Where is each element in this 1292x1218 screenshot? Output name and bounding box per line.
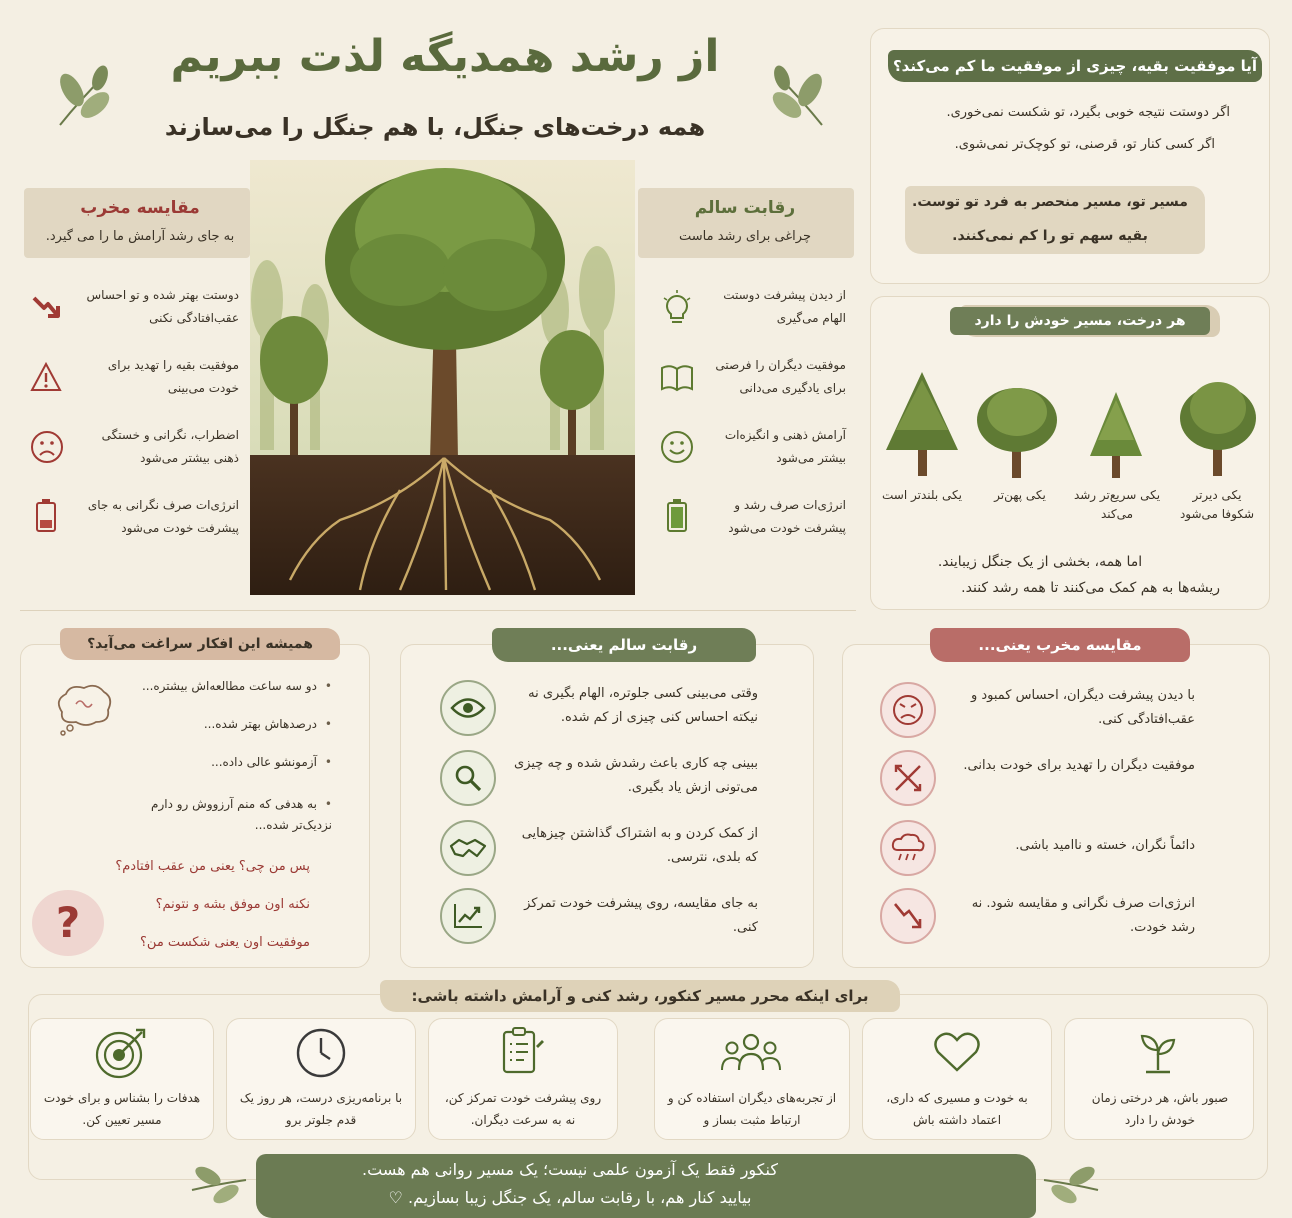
healthy-means-item-1: وقتی می‌بینی کسی جلوتره، الهام بگیری نه نیکته احساس کنی چیزی از کم شده. — [528, 686, 758, 726]
healthy-item-2: موفقیت دیگران را فرصتی برای یادگیری می‌دانی — [715, 358, 846, 396]
handshake-icon — [440, 820, 496, 876]
battery-low-icon — [35, 498, 57, 532]
destructive-means-item-3: دائماً نگران، خسته و ناامید باشی. — [1015, 838, 1195, 853]
trees-footer-2: ریشه‌ها به هم کمک می‌کنند تا همه رشد کنند. — [961, 580, 1220, 596]
people-icon — [720, 1030, 782, 1076]
smile-icon — [660, 430, 694, 464]
footer-leaf-left — [188, 1150, 250, 1212]
tip-text-5: با برنامه‌ریزی درست، هر روز یک قدم جلوتر برو — [239, 1091, 403, 1127]
footer-line-1: کنکور فقط یک آزمون علمی نیست؛ یک مسیر روانی هم هست. — [362, 1160, 778, 1179]
thought-question-3: موفقیت اون یعنی شکست من؟ — [140, 935, 310, 950]
heart-icon — [932, 1030, 982, 1074]
crossed-arrows-icon — [880, 750, 936, 806]
section-divider — [20, 610, 856, 611]
magnifier-icon — [440, 750, 496, 806]
destructive-means-item-4: انرژی‌ات صرف نگرانی و مقایسه شود. نه رشد خودت. — [971, 896, 1195, 936]
eye-icon — [440, 680, 496, 736]
destructive-item-4: انرژی‌ات صرف نگرانی به جای پیشرفت خودت می‌شود — [87, 498, 239, 536]
thoughts-title: همیشه این افکار سراغت می‌آید؟ — [60, 628, 340, 660]
destructive-item-3: اضطراب، نگرانی و خستگی ذهنی بیشتر می‌شود — [101, 428, 239, 466]
thought-bullet-2: • درصدهاش بهتر شده... — [120, 714, 332, 735]
page-subtitle: همه درخت‌های جنگل، با هم جنگل را می‌سازند — [164, 113, 706, 141]
leaf-decoration-left — [50, 60, 120, 130]
tip-text-1: صبور باش، هر درختی زمان خودش را دارد — [1091, 1091, 1229, 1127]
healthy-means-item-4: به جای مقایسه، روی پیشرفت خودت تمرکز کنی. — [524, 896, 758, 936]
question-mark-badge: ? — [32, 890, 104, 956]
tree-icon-1 — [1176, 370, 1260, 480]
tree-icon-3 — [974, 380, 1060, 480]
book-icon — [660, 364, 694, 392]
tree-icon-2 — [1086, 390, 1146, 480]
tree-label-2: یکی سریع‌تر رشد می‌کند — [1073, 488, 1161, 522]
healthy-item-4: انرژی‌ات صرف رشد و پیشرفت خودت می‌شود — [728, 498, 846, 536]
clock-icon — [294, 1026, 348, 1080]
leaf-decoration-right — [762, 60, 832, 130]
destructive-means-item-2: موفقیت دیگران را تهدید برای خودت بدانی. — [963, 758, 1195, 773]
question-emphasis-1: مسیر تو، مسیر منحصر به فرد تو توست. — [912, 194, 1188, 210]
tree-label-4: یکی بلندتر است — [882, 488, 962, 502]
decline-arrow-icon — [880, 888, 936, 944]
thought-question-1: پس من چی؟ یعنی من عقب افتادم؟ — [115, 859, 310, 874]
healthy-title: رقابت سالم — [694, 198, 796, 218]
checklist-icon — [500, 1026, 546, 1078]
healthy-item-1: از دیدن پیشرفت دوستت الهام می‌گیری — [723, 288, 846, 326]
footer-line-2: بیایید کنار هم، با رقابت سالم، یک جنگل زیبا بسازیم. ♡ — [388, 1188, 752, 1207]
healthy-item-3: آرامش ذهنی و انگیزه‌ات بیشتر می‌شود — [724, 428, 846, 466]
tip-text-2: به خودت و مسیری که داری، اعتماد داشته باش — [886, 1091, 1028, 1127]
tip-text-6: هدفات را بشناس و برای خودت مسیر تعیین کن. — [43, 1091, 201, 1127]
target-icon — [92, 1026, 150, 1080]
thought-bullet-1: • دو سه ساعت مطالعه‌اش بیشتره... — [120, 676, 332, 697]
trees-card-title: هر درخت، مسیر خودش را دارد — [950, 307, 1210, 335]
tip-text-3: از تجربه‌های دیگران استفاده کن و ارتباط مثبت بساز و — [667, 1091, 837, 1127]
tree-label-3: یکی پهن‌تر — [994, 488, 1046, 502]
tree-label-1: یکی دیرتر شکوفا می‌شود — [1179, 488, 1255, 522]
question-line-2: اگر کسی کنار تو، قرصنی، تو کوچک‌تر نمی‌شوی. — [954, 137, 1215, 152]
lightbulb-icon — [660, 290, 694, 328]
question-card-title: آیا موفقیت بقیه، چیزی از موفقیت ما کم می‌کند؟ — [888, 50, 1262, 82]
thought-bubble-icon — [52, 682, 114, 736]
footer-leaf-right — [1040, 1150, 1102, 1212]
tip-text-4: روی پیشرفت خودت تمرکز کن، نه به سرعت دیگران. — [444, 1091, 602, 1127]
destructive-means-title: مقایسه مخرب یعنی... — [930, 628, 1190, 662]
question-line-1: اگر دوستت نتیجه خوبی بگیرد، تو شکست نمی‌خوری. — [946, 105, 1230, 120]
down-arrow-icon — [30, 294, 62, 324]
warning-icon — [30, 362, 62, 392]
destructive-title: مقایسه مخرب — [80, 198, 200, 218]
healthy-means-item-2: ببینی چه کاری باعث رشدش شده و چه چیزی می‌تونی ازش یاد بگیری. — [514, 756, 758, 796]
growth-chart-icon — [440, 888, 496, 944]
tips-title: برای اینکه محرر مسیر کنکور، رشد کنی و آرامش داشته باشی: — [380, 980, 900, 1012]
destructive-means-item-1: با دیدن پیشرفت دیگران، احساس کمبود و عقب‌افتادگی کنی. — [970, 688, 1195, 728]
forest-tree-illustration — [250, 160, 635, 595]
thought-bullet-4: • به هدفی که منم آرزووش رو دارم نزدیک‌تر شده... — [120, 794, 332, 836]
angry-face-icon — [880, 682, 936, 738]
question-emphasis-2: بقیه سهم تو را کم نمی‌کنند. — [952, 228, 1148, 244]
thought-bullet-3: • آزمونشو عالی داده... — [120, 752, 332, 773]
sprout-icon — [1134, 1028, 1182, 1076]
rain-cloud-icon — [880, 820, 936, 876]
destructive-subtitle: به جای رشد آرامش ما را می گیرد. — [45, 229, 235, 244]
destructive-item-2: موفقیت بقیه را تهدید برای خودت می‌بینی — [107, 358, 239, 396]
trees-footer-1: اما همه، بخشی از یک جنگل زیبایند. — [937, 554, 1143, 570]
destructive-item-1: دوستت بهتر شده و تو احساس عقب‌افتادگی نکنی — [86, 288, 239, 326]
page-title: از رشد همدیگه لذت ببریم — [170, 31, 720, 82]
sad-icon — [30, 430, 64, 464]
healthy-subtitle: چراغی برای رشد ماست — [678, 229, 811, 244]
thought-question-2: نکنه اون موفق بشه و نتونم؟ — [155, 897, 310, 912]
battery-full-icon — [666, 498, 688, 532]
healthy-means-title: رقابت سالم یعنی... — [492, 628, 756, 662]
healthy-means-item-3: از کمک کردن و به اشتراک گذاشتن چیزهایی که بلدی، نترسی. — [521, 826, 758, 866]
tree-icon-4 — [880, 370, 964, 480]
